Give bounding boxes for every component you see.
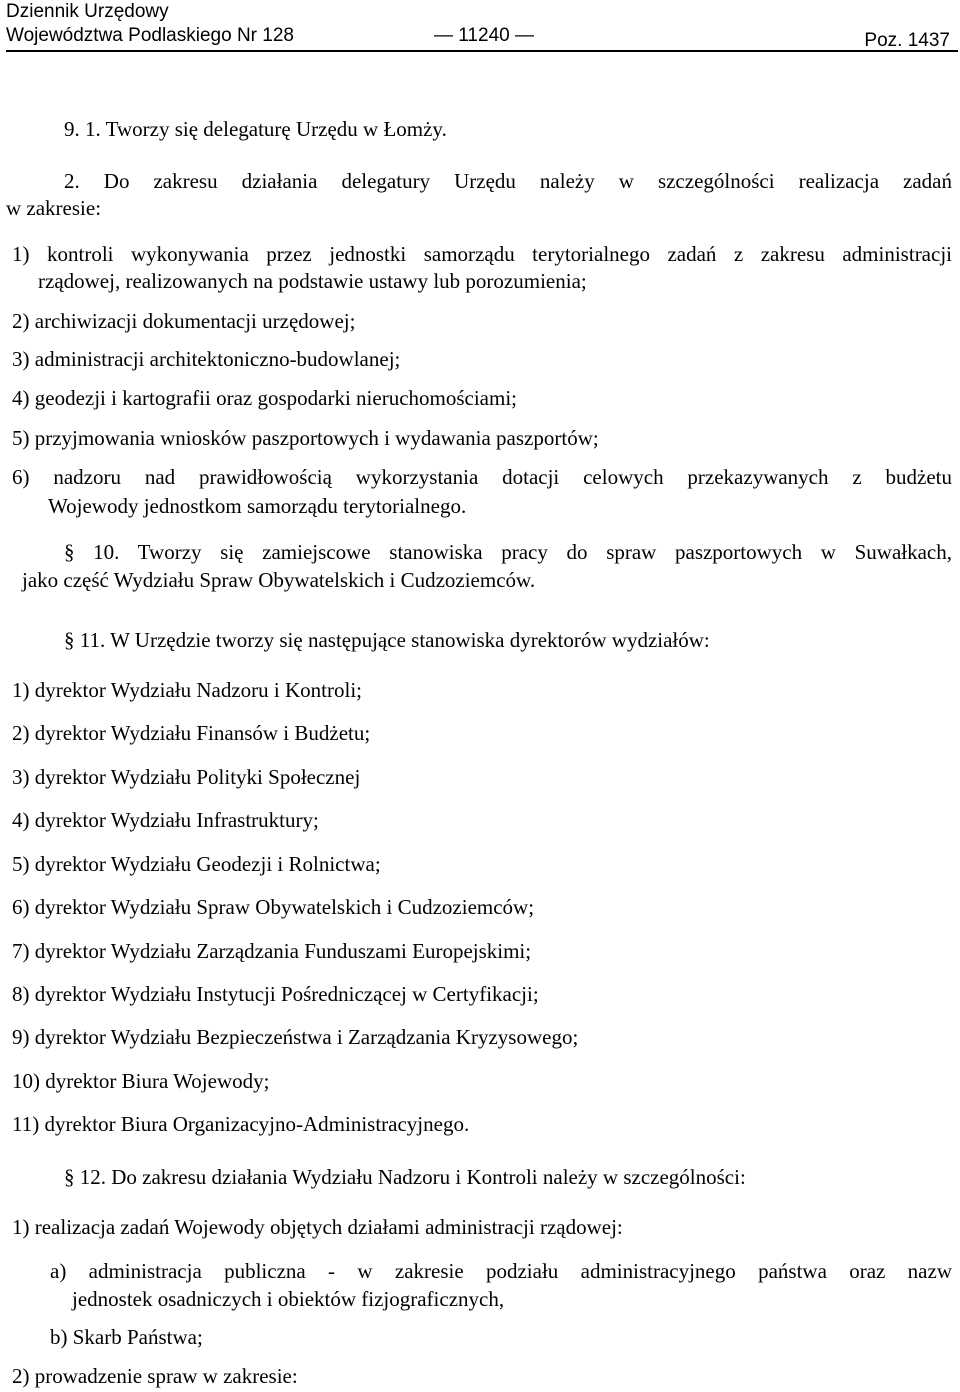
paragraph-9-2-line1: 2. Do zakresu działania delegatury Urzędu należy w szczególności realizacja zadań [64, 169, 952, 193]
list-item-2: 2) archiwizacji dokumentacji urzędowej; [12, 309, 356, 333]
director-item-5: 5) dyrektor Wydziału Geodezji i Rolnictwa; [12, 852, 381, 876]
position-number: Poz. 1437 [864, 30, 950, 51]
director-item-7: 7) dyrektor Wydziału Zarządzania Funduszami Europejskimi; [12, 939, 532, 963]
director-item-3: 3) dyrektor Wydziału Polityki Społecznej [12, 765, 361, 789]
page-number: — 11240 — [434, 25, 534, 46]
header-rule [6, 50, 958, 52]
paragraph-11: § 11. W Urzędzie tworzy się następujące stanowiska dyrektorów wydziałów: [64, 628, 710, 652]
director-item-8: 8) dyrektor Wydziału Instytucji Pośredniczącej w Certyfikacji; [12, 982, 539, 1006]
director-item-4: 4) dyrektor Wydziału Infrastruktury; [12, 808, 319, 832]
list-item-1-line2: rządowej, realizowanych na podstawie ustawy lub porozumienia; [38, 269, 587, 293]
director-item-9: 9) dyrektor Wydziału Bezpieczeństwa i Zarządzania Kryzysowego; [12, 1025, 579, 1049]
list-item-4: 4) geodezji i kartografii oraz gospodarki nieruchomościami; [12, 386, 517, 410]
paragraph-12-item-1a-line1: a) administracja publiczna - w zakresie podziału administracyjnego państwa oraz nazw [50, 1259, 952, 1283]
list-item-5: 5) przyjmowania wniosków paszportowych i wydawania paszportów; [12, 426, 599, 450]
list-item-1-line1: 1) kontroli wykonywania przez jednostki samorządu terytorialnego zadań z zakresu administracji [12, 242, 952, 266]
list-item-3: 3) administracji architektoniczno-budowlanej; [12, 347, 401, 371]
journal-subtitle: Województwa Podlaskiego Nr 128 [6, 25, 294, 46]
paragraph-12: § 12. Do zakresu działania Wydziału Nadzoru i Kontroli należy w szczególności: [64, 1165, 746, 1189]
paragraph-10-line1: § 10. Tworzy się zamiejscowe stanowiska pracy do spraw paszportowych w Suwałkach, [64, 540, 952, 564]
document-header [6, 0, 956, 52]
journal-title: Dziennik Urzędowy [6, 1, 169, 22]
paragraph-12-item-1a-line2: jednostek osadniczych i obiektów fizjograficznych, [72, 1287, 505, 1311]
director-item-2: 2) dyrektor Wydziału Finansów i Budżetu; [12, 721, 371, 745]
director-item-11: 11) dyrektor Biura Organizacyjno-Administracyjnego. [12, 1112, 470, 1136]
director-item-10: 10) dyrektor Biura Wojewody; [12, 1069, 270, 1093]
paragraph-9-1: 9. 1. Tworzy się delegaturę Urzędu w Łomży. [64, 117, 447, 141]
paragraph-10-line2: jako część Wydziału Spraw Obywatelskich i Cudzoziemców. [22, 568, 536, 592]
director-item-6: 6) dyrektor Wydziału Spraw Obywatelskich i Cudzoziemców; [12, 895, 535, 919]
paragraph-9-2-line2: w zakresie: [6, 196, 102, 220]
paragraph-12-item-2: 2) prowadzenie spraw w zakresie: [12, 1364, 298, 1388]
list-item-6-line2: Wojewody jednostkom samorządu terytorialnego. [48, 494, 467, 518]
list-item-6-line1: 6) nadzoru nad prawidłowością wykorzystania dotacji celowych przekazywanych z budżetu [12, 465, 952, 489]
paragraph-12-item-1b: b) Skarb Państwa; [50, 1325, 203, 1349]
director-item-1: 1) dyrektor Wydziału Nadzoru i Kontroli; [12, 678, 363, 702]
paragraph-12-item-1: 1) realizacja zadań Wojewody objętych działami administracji rządowej: [12, 1215, 623, 1239]
